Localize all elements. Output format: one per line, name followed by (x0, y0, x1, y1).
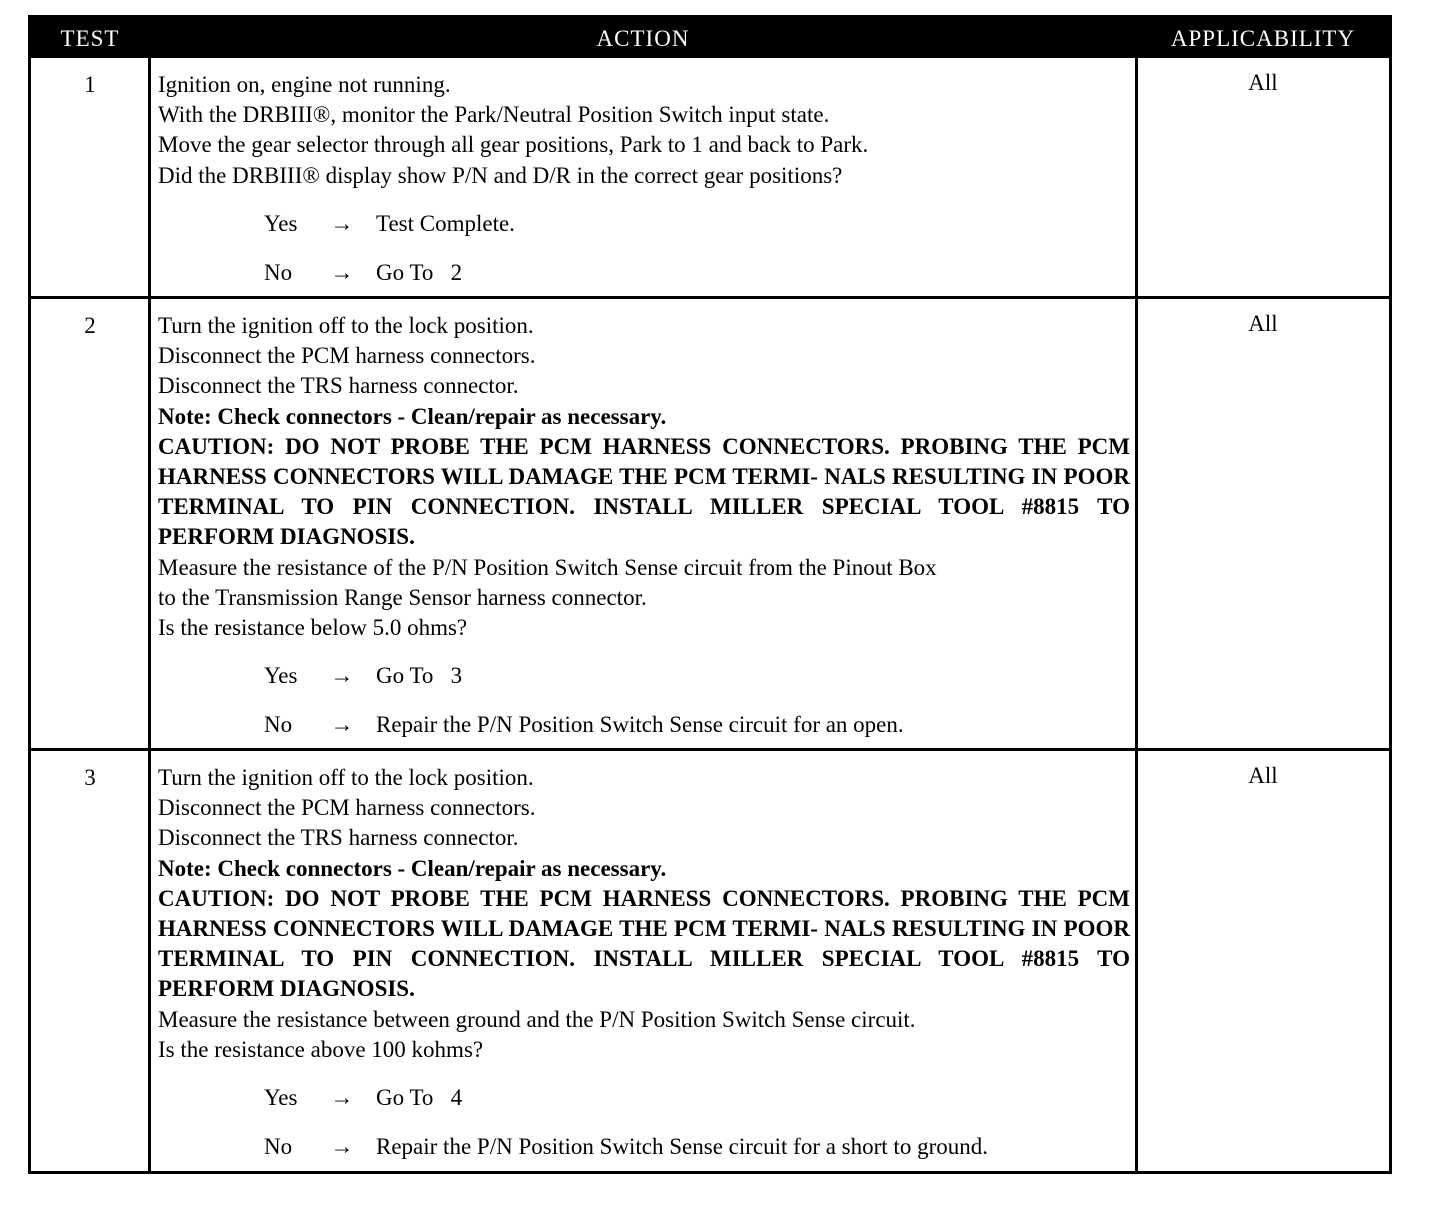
arrow-icon: → (330, 259, 354, 285)
yes-outcome (264, 1083, 1130, 1132)
step-line: Is the resistance above 100 kohms? (158, 1036, 484, 1062)
step-line: Disconnect the PCM harness connectors. (158, 795, 536, 821)
applicability-value: All (1248, 763, 1278, 788)
table-header (31, 18, 1389, 58)
step-line: Turn the ignition off to the lock position. (158, 313, 534, 338)
outcomes (158, 661, 1130, 759)
arrow-icon: → (330, 210, 354, 236)
table-row (31, 751, 1389, 1174)
step-line: Measure the resistance of the P/N Position Switch Sense circuit from the Pinout Box (158, 554, 937, 580)
action-cell (158, 311, 1130, 759)
note-line: Note: Check connectors - Clean/repair as necessary. (158, 403, 667, 429)
test-number: 3 (84, 765, 96, 790)
step-line: Did the DRBIII® display show P/N and D/R in the correct gear positions? (158, 162, 843, 188)
test-number: 2 (84, 313, 96, 338)
no-result: Repair the P/N Position Switch Sense circuit for a short to ground. (376, 1134, 988, 1160)
step-line: Measure the resistance between ground and the P/N Position Switch Sense circuit. (158, 1006, 916, 1032)
step-line: Ignition on, engine not running. (158, 72, 451, 97)
yes-result: Go To 3 (376, 663, 463, 689)
no-label: No (264, 712, 293, 738)
step-line: Disconnect the TRS harness connector. (158, 373, 519, 399)
header-applicability: APPLICABILITY (1170, 26, 1356, 51)
outcomes (158, 1083, 1130, 1181)
arrow-icon: → (330, 1134, 354, 1160)
yes-result: Test Complete. (376, 210, 515, 236)
arrow-icon: → (330, 712, 354, 738)
arrow-icon: → (330, 663, 354, 689)
caution-text: CAUTION: DO NOT PROBE THE PCM HARNESS CONNECTORS. PROBING THE PCM HARNESS CONNECTORS WILL DAMAGE THE PCM TERMI- NALS RESULTING IN POOR TERMINAL TO PIN CONNECTION. INSTALL MILLER SPECIAL TOOL #8815 TO PERFORM DIAGNOSIS. (158, 885, 1130, 1002)
header-action: ACTION (596, 26, 690, 51)
step-line: Move the gear selector through all gear positions, Park to 1 and back to Park. (158, 132, 869, 158)
no-label: No (264, 259, 293, 285)
outcomes (158, 209, 1130, 307)
note-line: Note: Check connectors - Clean/repair as necessary. (158, 855, 667, 881)
action-cell (158, 70, 1130, 307)
no-outcome (264, 1132, 1130, 1181)
action-cell (158, 763, 1130, 1181)
no-result: Go To 2 (376, 259, 463, 285)
step-line: to the Transmission Range Sensor harness connector. (158, 584, 647, 610)
yes-label: Yes (264, 1085, 298, 1111)
applicability-value: All (1248, 70, 1278, 95)
header-test: TEST (60, 26, 120, 51)
yes-outcome (264, 661, 1130, 710)
table-row (31, 58, 1389, 296)
yes-label: Yes (264, 210, 298, 236)
table-row (31, 299, 1389, 748)
test-number: 1 (84, 72, 96, 97)
arrow-icon: → (330, 1085, 354, 1111)
applicability-value: All (1248, 311, 1278, 336)
step-line: Disconnect the PCM harness connectors. (158, 343, 536, 369)
yes-result: Go To 4 (376, 1085, 463, 1111)
no-label: No (264, 1134, 293, 1160)
yes-label: Yes (264, 663, 298, 689)
diagnostic-table (28, 15, 1392, 1174)
step-line: Turn the ignition off to the lock position. (158, 765, 534, 790)
step-line: Disconnect the TRS harness connector. (158, 825, 519, 851)
caution-text: CAUTION: DO NOT PROBE THE PCM HARNESS CONNECTORS. PROBING THE PCM HARNESS CONNECTORS WILL DAMAGE THE PCM TERMI- NALS RESULTING IN POOR TERMINAL TO PIN CONNECTION. INSTALL MILLER SPECIAL TOOL #8815 TO PERFORM DIAGNOSIS. (158, 433, 1130, 550)
yes-outcome (264, 209, 1130, 258)
step-line: Is the resistance below 5.0 ohms? (158, 615, 468, 641)
step-line: With the DRBIII®, monitor the Park/Neutral Position Switch input state. (158, 102, 830, 128)
no-result: Repair the P/N Position Switch Sense circuit for an open. (376, 712, 904, 738)
